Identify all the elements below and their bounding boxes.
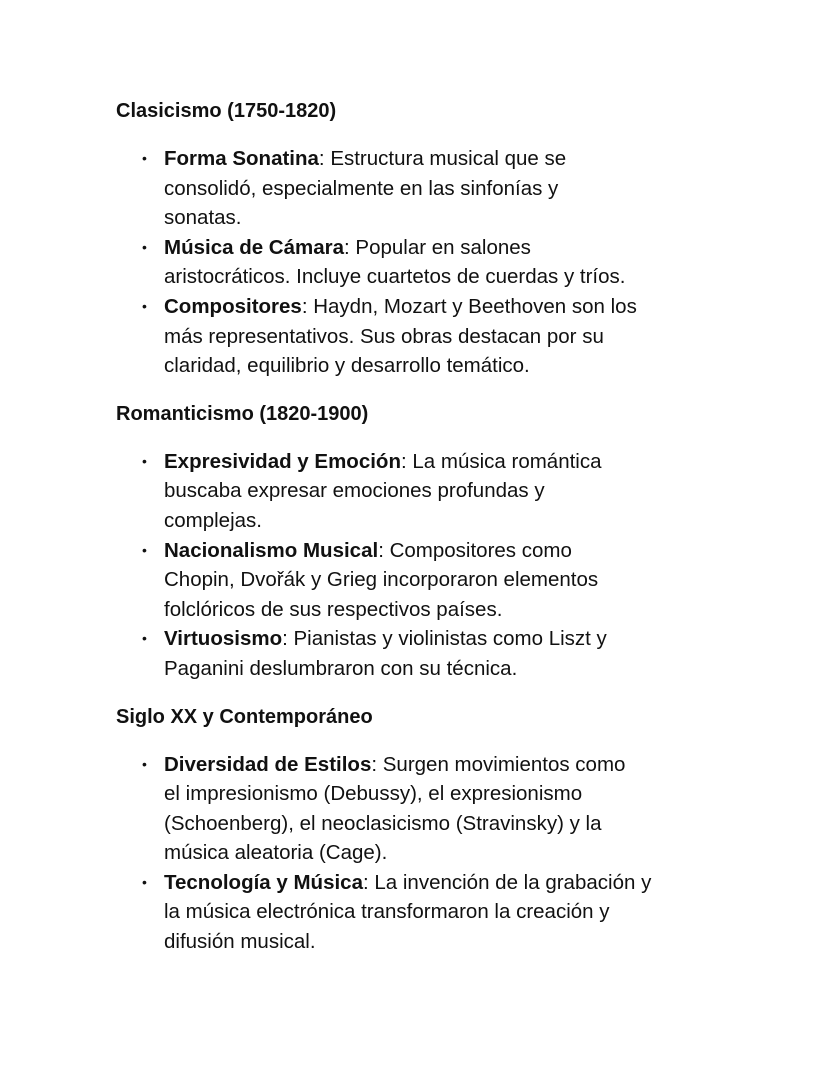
- item-line: [164, 233, 736, 263]
- item-text: : Haydn, Mozart y Beethoven son los: [301, 294, 637, 318]
- bullet-icon: •: [142, 150, 147, 166]
- bullet-icon: •: [142, 630, 147, 647]
- item-line: [164, 750, 736, 780]
- item-text: : Pianistas y violinistas como Liszt y: [282, 627, 607, 651]
- section-heading: Romanticismo (1820-1900): [116, 402, 369, 425]
- item-line: buscaba expresar emociones profundas y: [164, 479, 545, 503]
- list-item: [116, 292, 736, 381]
- bullet-icon: •: [142, 873, 147, 890]
- item-text: : La música romántica: [400, 449, 602, 473]
- bullet-icon: •: [142, 297, 147, 314]
- bullet-list: [116, 144, 736, 381]
- list-item: [116, 144, 736, 233]
- list-item: [116, 447, 736, 536]
- item-line: [164, 536, 736, 566]
- item-line: [164, 292, 736, 322]
- item-term: Diversidad de Estilos: [164, 752, 372, 776]
- bullet-icon: •: [142, 452, 147, 469]
- section-heading: Siglo XX y Contemporáneo: [116, 705, 373, 728]
- item-line: Chopin, Dvořák y Grieg incorporaron elementos: [164, 568, 599, 592]
- bullet-list: [116, 750, 736, 957]
- item-line: más representativos. Sus obras destacan por su: [164, 324, 604, 348]
- item-line: (Schoenberg), el neoclasicismo (Stravinsky) y la: [164, 811, 602, 835]
- item-line: Paganini deslumbraron con su técnica.: [164, 656, 518, 680]
- item-line: música aleatoria (Cage).: [164, 841, 388, 865]
- item-line: aristocráticos. Incluye cuartetos de cuerdas y tríos.: [164, 265, 626, 289]
- document-body: [116, 96, 736, 975]
- item-line: claridad, equilibrio y desarrollo temático.: [164, 354, 530, 378]
- item-term: Expresividad y Emoción: [164, 449, 401, 473]
- bullet-icon: •: [142, 238, 147, 255]
- item-line: el impresionismo (Debussy), el expresionismo: [164, 782, 583, 806]
- item-line: consolidó, especialmente en las sinfonías y: [164, 176, 559, 200]
- item-term: Compositores: [164, 294, 302, 318]
- list-item: [116, 233, 736, 292]
- item-text: : Surgen movimientos como: [371, 752, 626, 776]
- item-line: la música electrónica transformaron la creación y: [164, 900, 610, 924]
- item-text: : Estructura musical que se: [318, 147, 567, 170]
- item-line: [164, 144, 736, 174]
- list-item: [116, 750, 736, 868]
- item-term: Forma Sonatina: [164, 147, 319, 170]
- item-text: : La invención de la grabación y: [362, 870, 652, 894]
- item-term: Tecnología y Música: [164, 870, 363, 894]
- item-term: Virtuosismo: [164, 627, 283, 651]
- item-line: complejas.: [164, 508, 262, 532]
- bullet-icon: •: [142, 755, 147, 772]
- item-line: [164, 447, 736, 477]
- item-term: Nacionalismo Musical: [164, 538, 379, 562]
- item-line: difusión musical.: [164, 930, 316, 954]
- bullet-list: [116, 447, 736, 684]
- item-line: sonatas.: [164, 206, 242, 230]
- bullet-icon: •: [142, 541, 147, 558]
- list-item: [116, 536, 736, 625]
- item-line: folclóricos de sus respectivos países.: [164, 597, 503, 621]
- item-text: : Popular en salones: [344, 235, 531, 259]
- item-text: : Compositores como: [378, 538, 572, 562]
- list-item: [116, 868, 736, 957]
- item-term: Música de Cámara: [164, 235, 345, 259]
- list-item: [116, 624, 736, 683]
- section-heading: Clasicismo (1750-1820): [116, 100, 337, 122]
- item-line: [164, 868, 736, 898]
- item-line: [164, 624, 736, 654]
